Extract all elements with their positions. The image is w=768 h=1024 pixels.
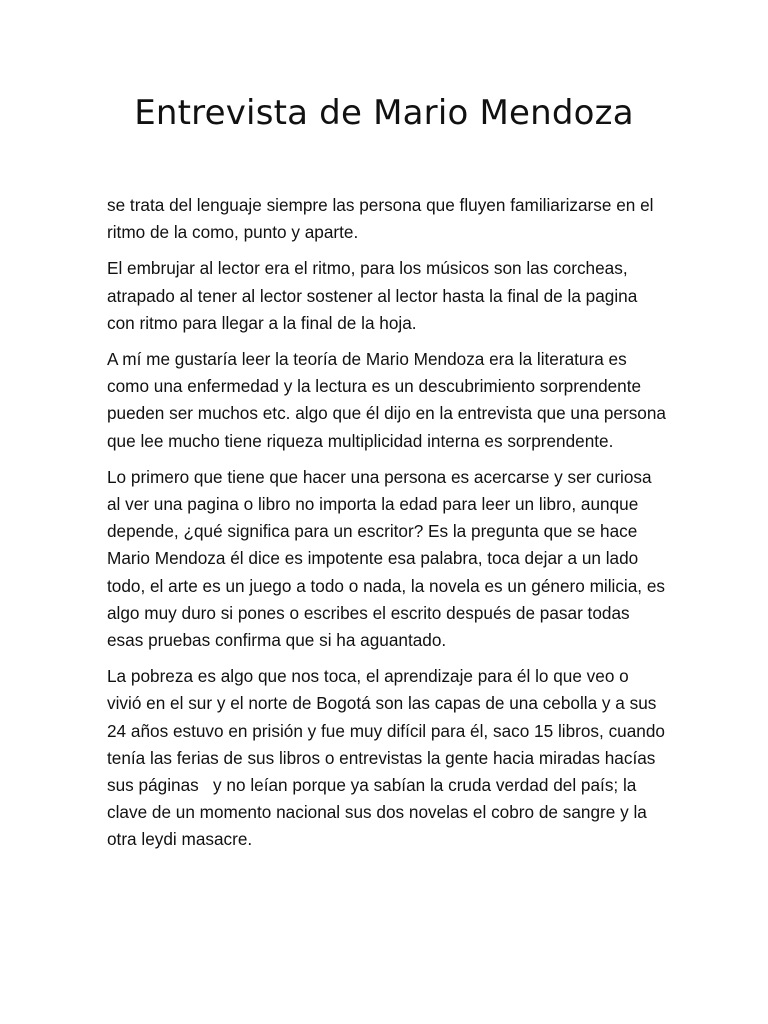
- page-title: Entrevista de Mario Mendoza: [134, 93, 634, 133]
- document-body: [107, 192, 671, 863]
- paragraph-5: La pobreza es algo que nos toca, el aprendizaje para él lo que veo o vivió en el sur y el norte de Bogotá son las capas de una cebolla y a sus 24 años estuvo en prisión y fue muy difícil para él, saco 15 libros, cuando tenía las ferias de sus libros o entrevistas la gente hacia miradas hacías sus páginas y no leían porque ya sabían la cruda verdad del país; la clave de un momento nacional sus dos novelas el cobro de sangre y la otra leydi masacre.: [107, 666, 670, 850]
- paragraph-1: se trata del lenguaje siempre las persona que fluyen familiarizarse en el ritmo de la como, punto y aparte.: [107, 195, 659, 243]
- paragraph-2: El embrujar al lector era el ritmo, para los músicos son las corcheas, atrapado al tener al lector sostener al lector hasta la final de la pagina con ritmo para llegar a la final de la hoja.: [107, 258, 643, 333]
- paragraph-3: A mí me gustaría leer la teoría de Mario Mendoza era la literatura es como una enfermedad y la lectura es un descubrimiento sorprendente pueden ser muchos etc. algo que él dijo en la entrevista que una persona que lee mucho tiene riqueza multiplicidad interna es sorprendente.: [107, 349, 671, 451]
- paragraph-4: Lo primero que tiene que hacer una persona es acercarse y ser curiosa al ver una pagina o libro no importa la edad para leer un libro, aunque depende, ¿qué significa para un escritor? Es la pregunta que se hace Mario Mendoza él dice es impotente esa palabra, toca dejar a un lado todo, el arte es un juego a todo o nada, la novela es un género milicia, es algo muy duro si pones o escribes el escrito después de pasar todas esas pruebas confirma que si ha aguantado.: [107, 466, 670, 651]
